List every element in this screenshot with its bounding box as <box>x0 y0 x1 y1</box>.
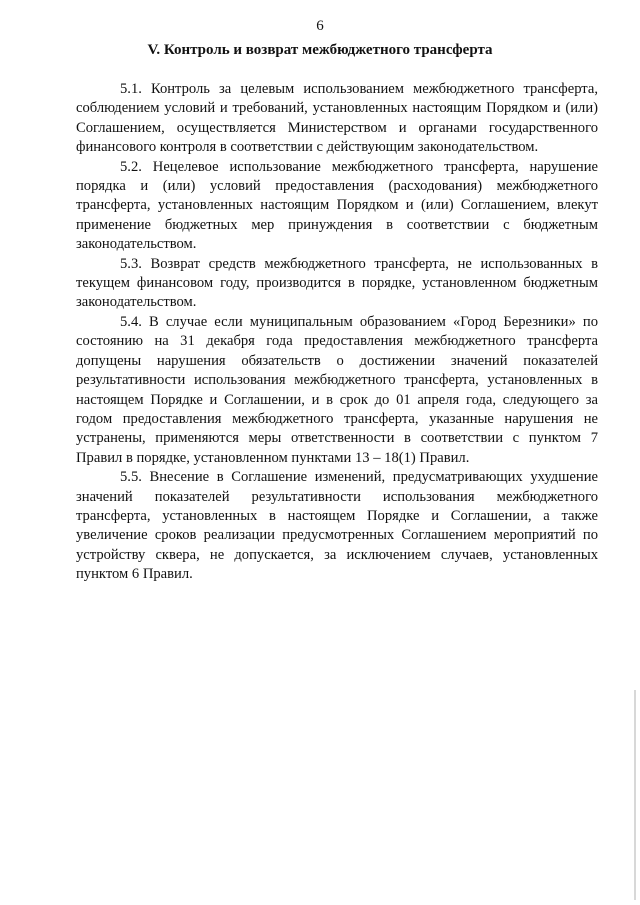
paragraph-5-3: 5.3. Возврат средств межбюджетного трансферта, не использованных в текущем финансовом году, производится в порядке, установленном бюджетным законодательством. <box>76 255 598 311</box>
paragraph-5-5: 5.5. Внесение в Соглашение изменений, предусматривающих ухудшение значений показателей результативности использования межбюджетного трансферта, установленных в настоящем Порядке и Соглашении, а также увеличение сроков реализации предусмотренных Соглашением мероприятий по устройству сквера, не допускается, за исключением случаев, установленных пунктом 6 Правил. <box>76 469 598 583</box>
paragraph-5-1: 5.1. Контроль за целевым использованием межбюджетного трансферта, соблюдением условий и требований, установленных настоящим Порядком и (или) Соглашением, осуществляется Министерством и органами государственного финансового контроля в соответствии с действующим законодательством. <box>76 81 598 156</box>
section-body <box>76 80 598 585</box>
paragraph-5-2: 5.2. Нецелевое использование межбюджетного трансферта, нарушение порядка и (или) условий предоставления (расходования) межбюджетного трансферта, установленных настоящим Порядком и (или) Соглашением, влекут применение бюджетных мер принуждения в соответствии с бюджетным законодательством. <box>76 158 598 253</box>
section-title: V. Контроль и возврат межбюджетного трансферта <box>147 42 493 58</box>
scan-edge-mark <box>634 690 636 900</box>
page-number: 6 <box>316 18 324 34</box>
paragraph-5-4: 5.4. В случае если муниципальным образованием «Город Березники» по состоянию на 31 декабря года предоставления межбюджетного трансферта допущены нарушения обязательств о достижении значений показателей результативности использования межбюджетного трансферта, установленных в настоящем Порядке и Соглашении, и в срок до 01 апреля года, следующего за годом предоставления межбюджетного трансферта, указанные нарушения не устранены, применяются меры ответственности в соответствии с пунктом 7 Правил в порядке, установленном пунктами 13 – 18(1) Правил. <box>76 313 598 466</box>
